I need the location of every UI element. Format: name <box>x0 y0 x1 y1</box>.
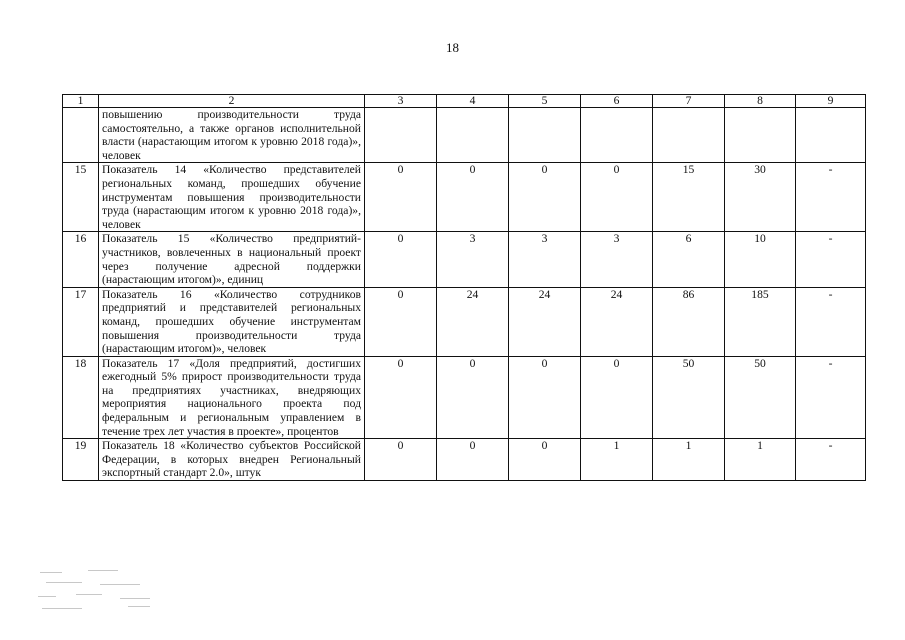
value-cell: 1 <box>653 439 725 481</box>
scan-artifact <box>36 566 161 616</box>
value-cell <box>653 108 725 163</box>
column-header: 9 <box>796 95 866 108</box>
value-cell: 30 <box>725 163 796 232</box>
value-cell: 24 <box>437 287 509 356</box>
value-cell: 10 <box>725 232 796 287</box>
row-number: 18 <box>63 356 99 439</box>
table-row <box>63 232 866 287</box>
row-number: 19 <box>63 439 99 481</box>
indicators-table <box>62 94 866 481</box>
row-number <box>63 108 99 163</box>
table-row <box>63 163 866 232</box>
value-cell: 24 <box>509 287 581 356</box>
value-cell: 0 <box>509 356 581 439</box>
value-cell <box>437 108 509 163</box>
value-cell: 0 <box>365 287 437 356</box>
table-row <box>63 439 866 481</box>
value-cell: 185 <box>725 287 796 356</box>
value-cell: - <box>796 356 866 439</box>
column-header: 5 <box>509 95 581 108</box>
value-cell <box>581 108 653 163</box>
value-cell: 50 <box>653 356 725 439</box>
value-cell <box>796 108 866 163</box>
value-cell: - <box>796 287 866 356</box>
value-cell: 0 <box>437 356 509 439</box>
row-number: 15 <box>63 163 99 232</box>
column-header: 7 <box>653 95 725 108</box>
indicator-description: Показатель 17 «Доля предприятий, достигших ежегодный 5% прирост производительности труда на предприятиях участниках, внедряющих мероприятия национального проекта под федеральным и региональным управлением в течение трех лет участия в проекте», процентов <box>99 356 365 439</box>
value-cell: 50 <box>725 356 796 439</box>
column-header: 8 <box>725 95 796 108</box>
indicator-description: Показатель 15 «Количество предприятий-участников, вовлеченных в национальный проект через получение адресной поддержки (нарастающим итогом)», единиц <box>99 232 365 287</box>
value-cell: 0 <box>581 163 653 232</box>
table-row <box>63 356 866 439</box>
value-cell: 0 <box>365 439 437 481</box>
value-cell: 86 <box>653 287 725 356</box>
value-cell: - <box>796 232 866 287</box>
indicator-description: Показатель 16 «Количество сотрудников предприятий и представителей региональных команд, прошедших обучение инструментам повышения производительности труда (нарастающим итогом)», человек <box>99 287 365 356</box>
value-cell <box>509 108 581 163</box>
value-cell: 15 <box>653 163 725 232</box>
value-cell: 1 <box>581 439 653 481</box>
value-cell: 1 <box>725 439 796 481</box>
page-number: 18 <box>446 40 459 55</box>
table-row <box>63 108 866 163</box>
value-cell <box>365 108 437 163</box>
column-header: 2 <box>99 95 365 108</box>
value-cell: 0 <box>365 356 437 439</box>
value-cell: 0 <box>509 163 581 232</box>
value-cell: 24 <box>581 287 653 356</box>
table-row <box>63 287 866 356</box>
indicator-description: Показатель 18 «Количество субъектов Российской Федерации, в которых внедрен Региональный экспортный стандарт 2.0», штук <box>99 439 365 481</box>
table-header-row <box>63 95 866 108</box>
column-header: 3 <box>365 95 437 108</box>
value-cell: 0 <box>509 439 581 481</box>
value-cell: 3 <box>437 232 509 287</box>
indicator-description: повышению производительности труда самостоятельно, а также органов исполнительной власти (нарастающим итогом к уровню 2018 года)», человек <box>99 108 365 163</box>
value-cell: 0 <box>365 232 437 287</box>
value-cell: 3 <box>509 232 581 287</box>
value-cell: 0 <box>437 163 509 232</box>
column-header: 4 <box>437 95 509 108</box>
column-header: 6 <box>581 95 653 108</box>
value-cell: 6 <box>653 232 725 287</box>
value-cell: - <box>796 439 866 481</box>
value-cell: 0 <box>581 356 653 439</box>
column-header: 1 <box>63 95 99 108</box>
value-cell <box>725 108 796 163</box>
row-number: 17 <box>63 287 99 356</box>
value-cell: 0 <box>365 163 437 232</box>
value-cell: 3 <box>581 232 653 287</box>
value-cell: 0 <box>437 439 509 481</box>
row-number: 16 <box>63 232 99 287</box>
indicator-description: Показатель 14 «Количество представителей региональных команд, прошедших обучение инструментам повышения производительности труда (нарастающим итогом к уровню 2018 года)», человек <box>99 163 365 232</box>
value-cell: - <box>796 163 866 232</box>
